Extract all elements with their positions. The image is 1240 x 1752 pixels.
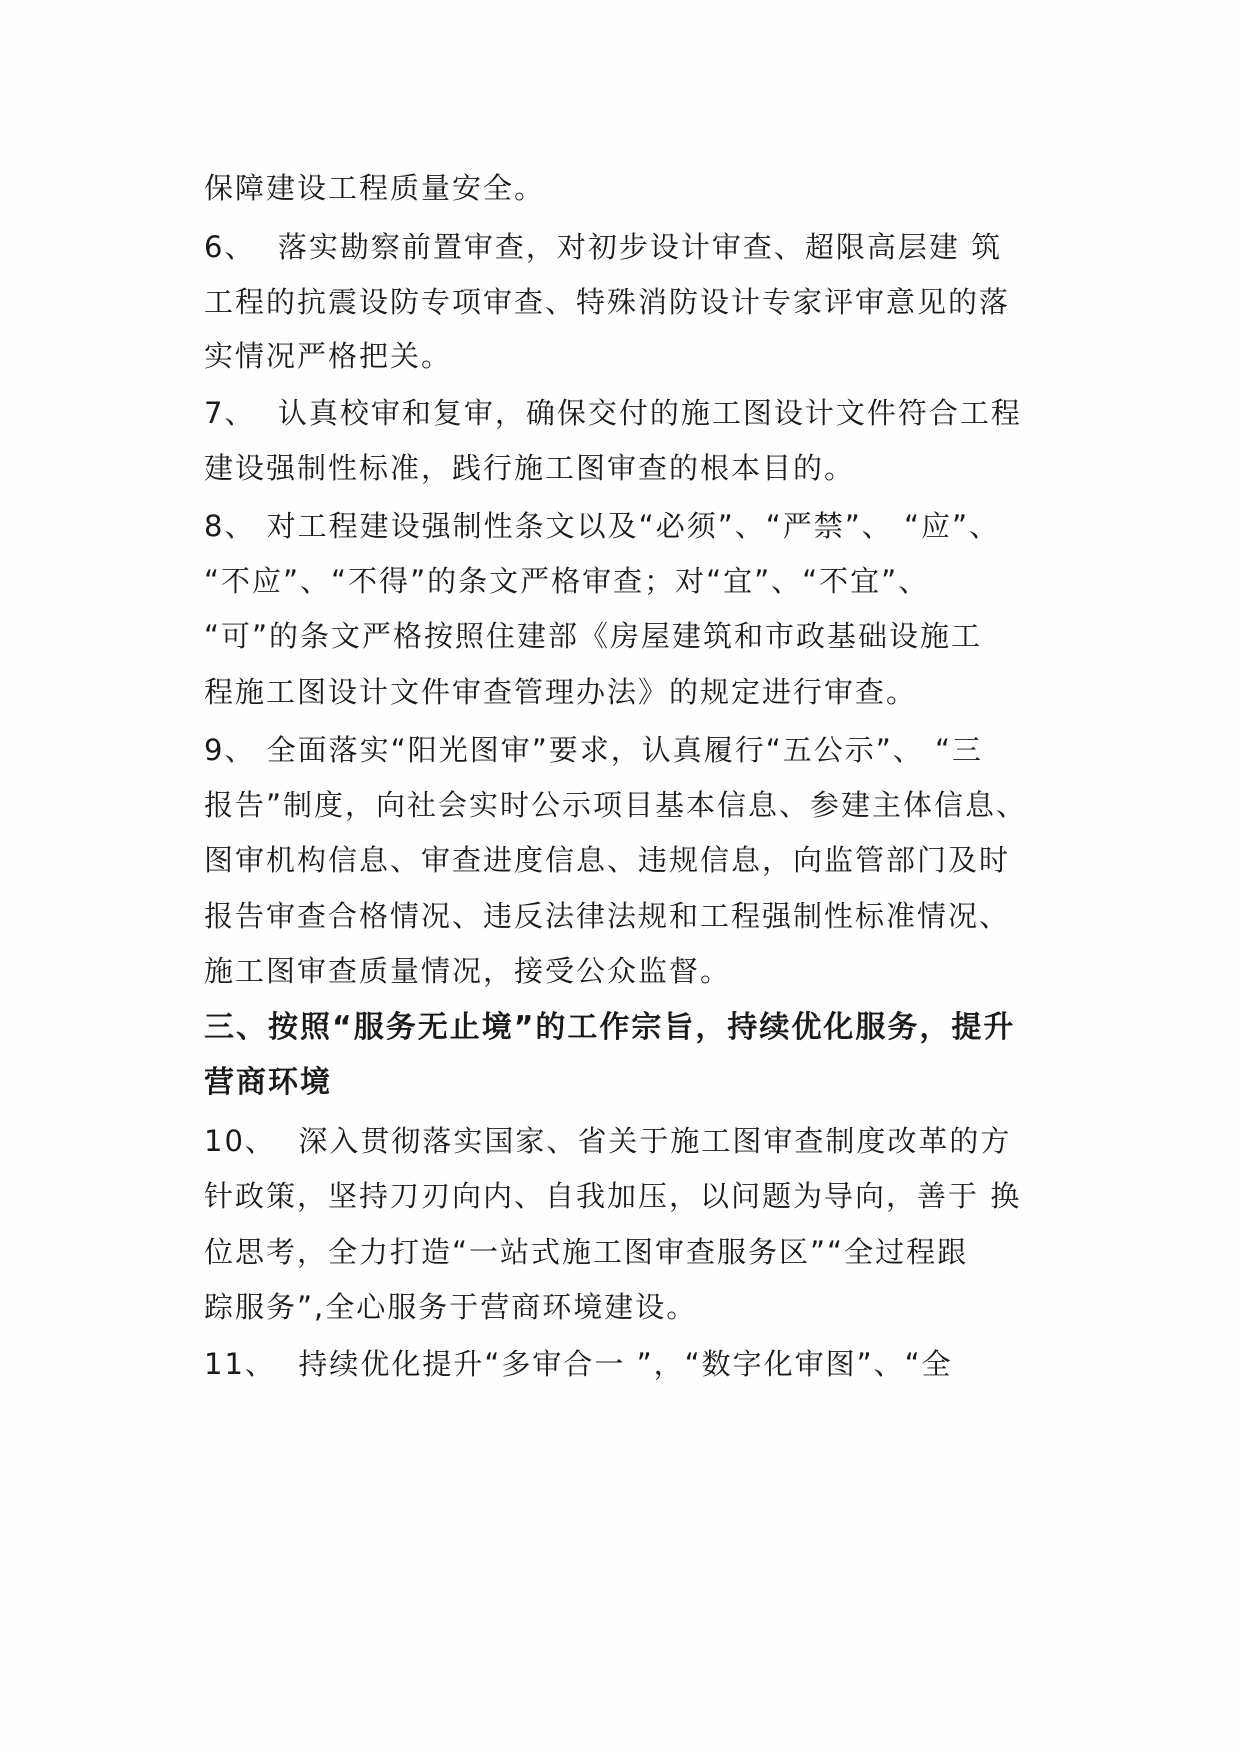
- item-8-line-4: 程施工图设计文件审查管理办法》的规定进行审查。: [204, 675, 918, 709]
- item-10-line-2: 针政策，坚持刀刃向内、自我加压，以问题为导向，善于 换: [204, 1179, 1022, 1213]
- section-3-heading-line-2: 营商环境: [204, 1065, 332, 1100]
- item-10-line-1: 10、 深入贯彻落实国家、省关于施工图审查制度改革的方: [204, 1124, 1012, 1158]
- item-10-line-4: 踪服务”,全心服务于营商环境建设。: [204, 1290, 698, 1324]
- text-line-1: 保障建设工程质量安全。: [204, 171, 546, 205]
- item-9-line-3: 图审机构信息、审查进度信息、违规信息，向监管部门及时: [204, 843, 1011, 877]
- item-7-line-1: 7、 认真校审和复审，确保交付的施工图设计文件符合工程: [204, 396, 1022, 430]
- item-9-line-1: 9、 全面落实“阳光图审”要求，认真履行“五公示”、 “三: [204, 733, 984, 767]
- item-11-line-1: 11、 持续优化提升“多审合一 ”，“数字化审图”、“全: [204, 1347, 953, 1381]
- item-10-line-3: 位思考，全力打造“一站式施工图审查服务区”“全过程跟: [204, 1235, 969, 1269]
- item-9-line-4: 报告审查合格情况、违反法律法规和工程强制性标准情况、: [204, 899, 1011, 933]
- item-8-line-2: “不应”、“不得”的条文严格审查；对“宜”、“不宜”、: [204, 564, 930, 598]
- item-6-line-2: 工程的抗震设防专项审查、特殊消防设计专家评审意见的落: [204, 285, 1011, 319]
- item-9-line-5: 施工图审查质量情况，接受公众监督。: [204, 954, 732, 988]
- item-9-line-2: 报告”制度，向社会实时公示项目基本信息、参建主体信息、: [204, 788, 1028, 822]
- item-8-line-3: “可”的条文严格按照住建部《房屋建筑和市政基础设施工: [204, 619, 983, 653]
- item-6-line-3: 实情况严格把关。: [204, 339, 453, 373]
- item-8-line-1: 8、 对工程建设强制性条文以及“必须”、“严禁”、 “应”、: [204, 509, 1001, 543]
- item-7-line-2: 建设强制性标准，践行施工图审查的根本目的。: [204, 451, 856, 485]
- item-6-line-1: 6、 落实勘察前置审查，对初步设计审查、超限高层建 筑: [204, 230, 1003, 264]
- section-3-heading-line-1: 三、按照“服务无止境”的工作宗旨，持续优化服务，提升: [204, 1010, 1016, 1045]
